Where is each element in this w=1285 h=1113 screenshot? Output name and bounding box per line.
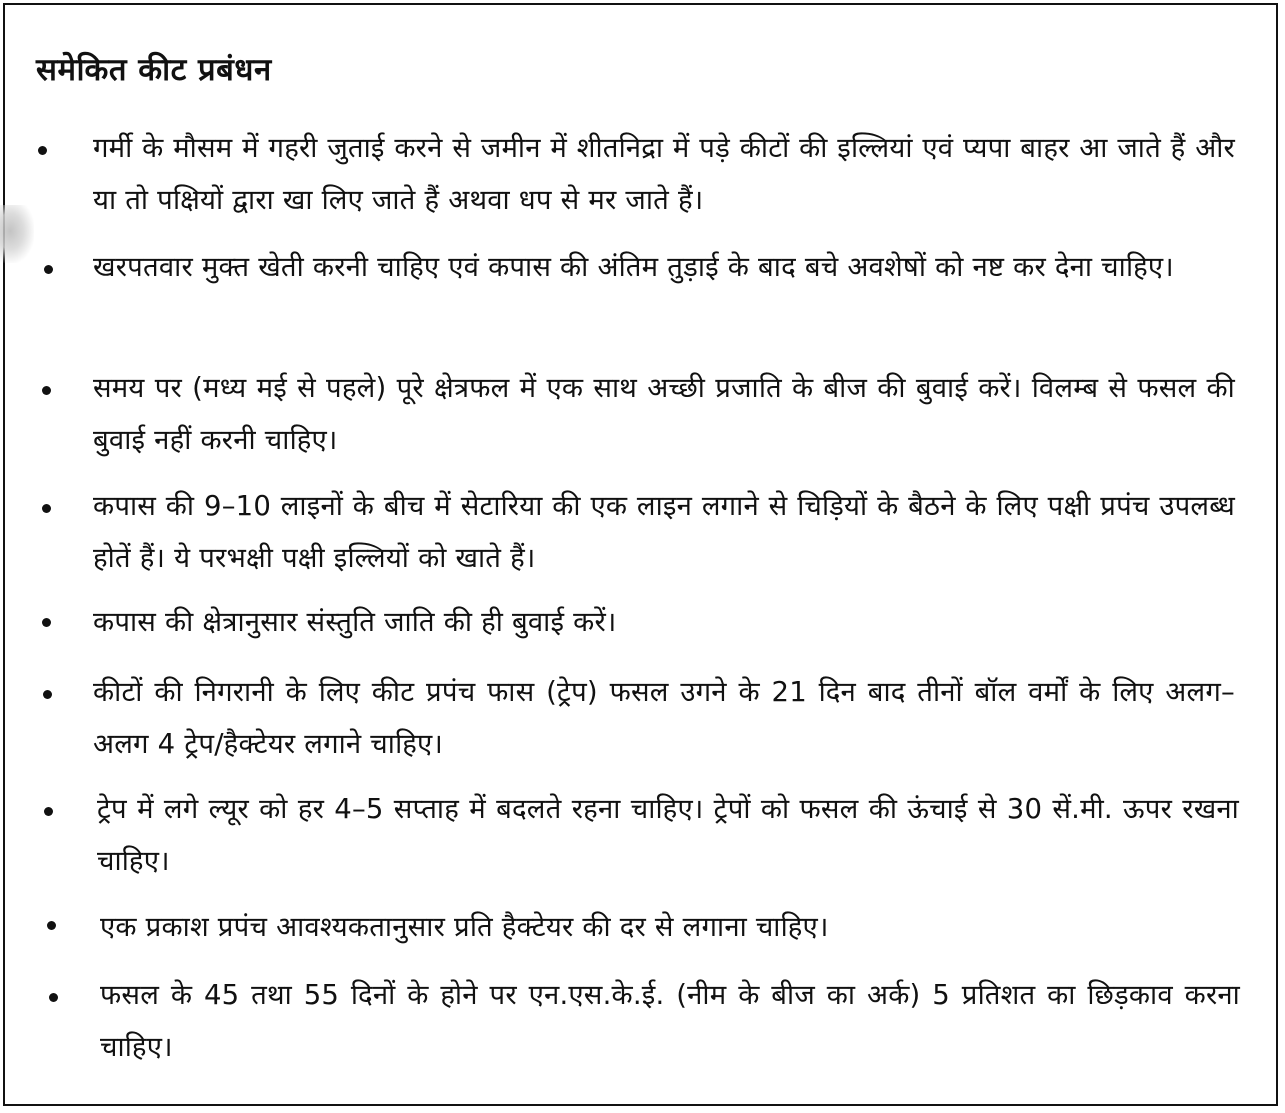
bullet-dot-icon [42,618,51,627]
list-item-text: गर्मी के मौसम में गहरी जुताई करने से जमीन में शीतनिद्रा में पड़े कीटों की इल्लियां एवं प्यपा बाहर आ जाते हैं और या तो पक्षियों द्वारा खा लिए जाते हैं अथवा धप से मर जाते हैं। [93,132,1235,216]
bullet-dot-icon [49,993,58,1002]
bullet-dot-icon [47,921,56,930]
bullet-dot-icon [44,807,53,816]
bullet-dot-icon [42,504,51,513]
bullet-dot-icon [44,265,53,274]
list-item-text: कपास की क्षेत्रानुसार संस्तुति जाति की ही बुवाई करें। [93,606,617,638]
list-item-text: समय पर (मध्य मई से पहले) पूरे क्षेत्रफल में एक साथ अच्छी प्रजाति के बीज की बुवाई करें। विलम्ब से फसल की बुवाई नहीं करनी चाहिए। [93,372,1235,456]
list-item-text: कीटों की निगरानी के लिए कीट प्रपंच फास (ट्रेप) फसल उगने के 21 दिन बाद तीनों बॉल वर्मों के लिए अलग–अलग 4 ट्रेप/हैक्टेयर लगाने चाहिए। [93,676,1235,760]
list-item-text: एक प्रकाश प्रपंच आवश्यकतानुसार प्रति हैक्टेयर की दर से लगाना चाहिए। [100,911,829,943]
list-item-text: फसल के 45 तथा 55 दिनों के होने पर एन.एस.के.ई. (नीम के बीज का अर्क) 5 प्रतिशत का छिड़काव करना चाहिए। [100,979,1240,1063]
list-item-text: ट्रेप में लगे ल्यूर को हर 4–5 सप्ताह में बदलते रहना चाहिए। ट्रेपों को फसल की ऊंचाई से 30 सें.मी. ऊपर रखना चाहिए। [97,793,1239,877]
list-item-text: कपास की 9–10 लाइनों के बीच में सेटारिया की एक लाइन लगाने से चिड़ियों के बैठने के लिए पक्षी प्रपंच उपलब्ध होतें हैं। ये परभक्षी पक्षी इल्लियों को खाते हैं। [93,490,1235,574]
bullet-dot-icon [43,690,52,699]
page-title: समेकित कीट प्रबंधन [36,52,272,88]
bullet-dot-icon [42,386,51,395]
bullet-dot-icon [38,146,47,155]
list-item-text: खरपतवार मुक्त खेती करनी चाहिए एवं कपास की अंतिम तुड़ाई के बाद बचे अवशेषों को नष्ट कर देना चाहिए। [93,251,1174,283]
